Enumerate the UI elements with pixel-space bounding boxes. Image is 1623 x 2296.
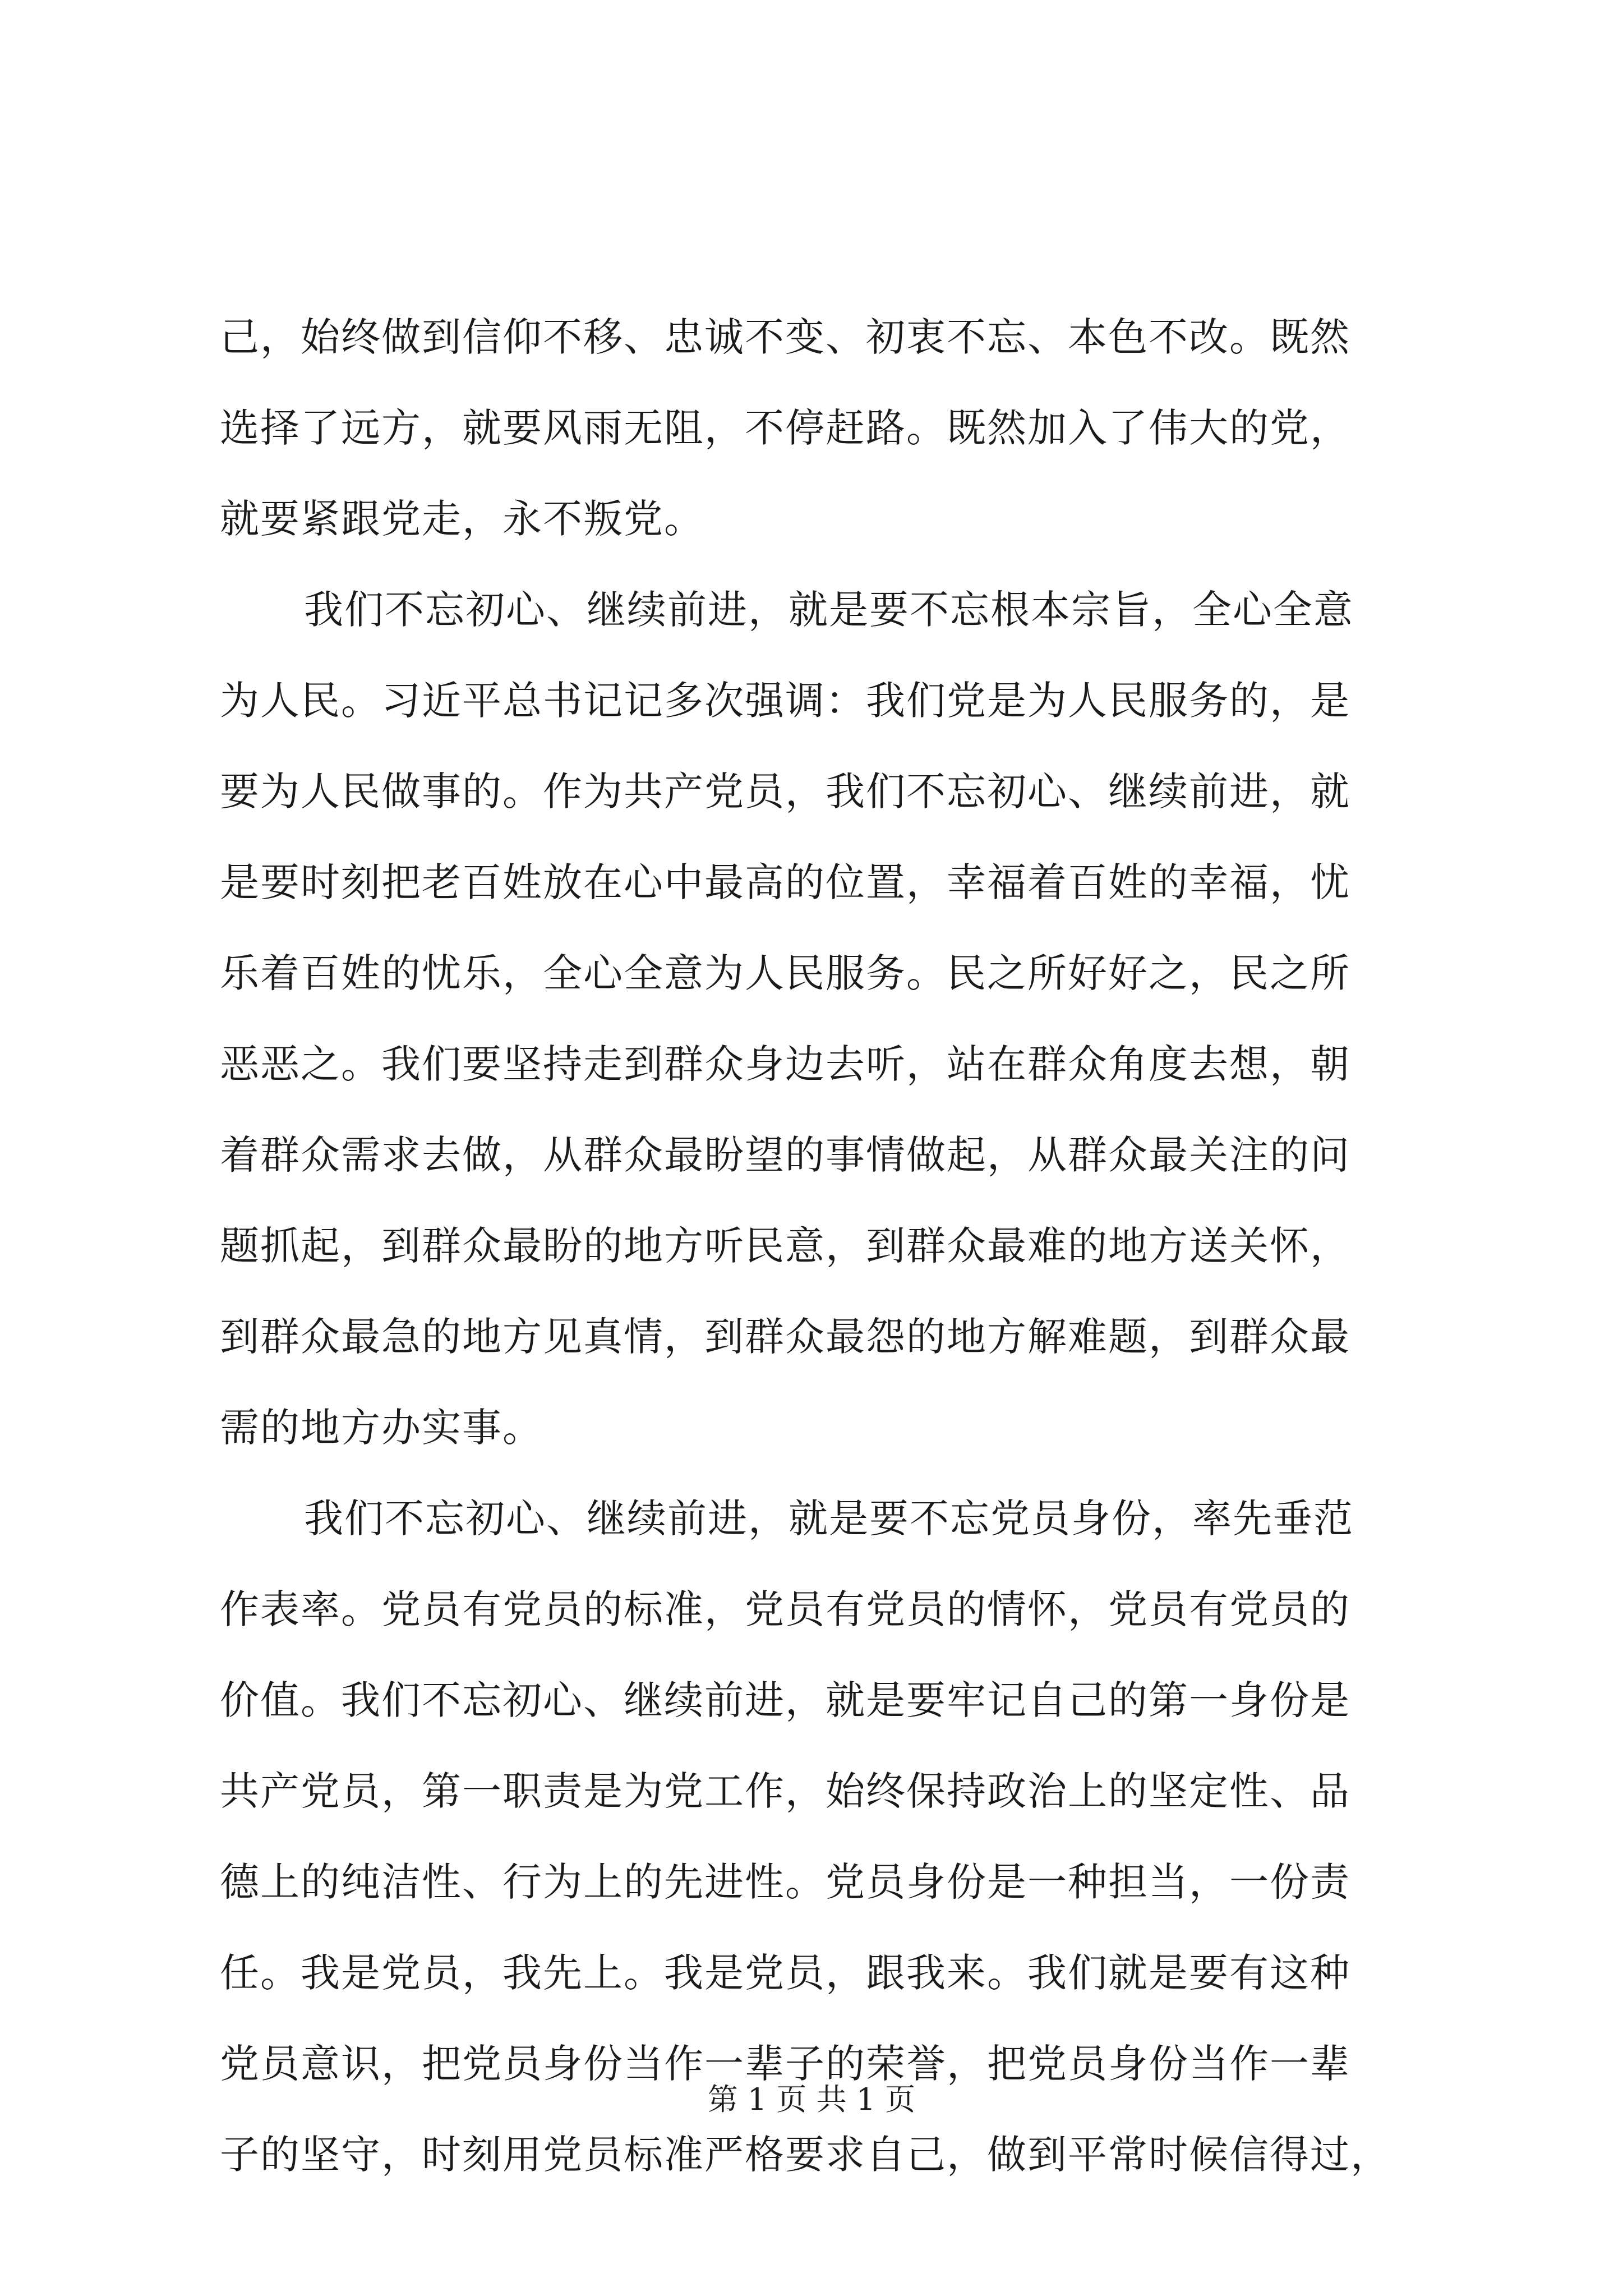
- text-line: 党员意识，把党员身份当作一辈子的荣誉，把党员身份当作一辈: [220, 2041, 1350, 2087]
- text-line: 恶恶之。我们要坚持走到群众身边去听，站在群众角度去想，朝: [220, 1041, 1350, 1087]
- body-text: [220, 292, 1431, 2200]
- text-line: 价值。我们不忘初心、继续前进，就是要牢记自己的第一身份是: [220, 1677, 1350, 1723]
- text-line: 作表率。党员有党员的标准，党员有党员的情怀，党员有党员的: [220, 1586, 1350, 1632]
- text-line: 到群众最急的地方见真情，到群众最怨的地方解难题，到群众最: [220, 1314, 1350, 1360]
- text-line: 乐着百姓的忧乐，全心全意为人民服务。民之所好好之，民之所: [220, 950, 1350, 996]
- text-line: 为人民。习近平总书记记多次强调：我们党是为人民服务的，是: [220, 678, 1350, 724]
- paragraph-start-line: 我们不忘初心、继续前进，就是要不忘党员身份，率先垂范: [304, 1496, 1354, 1542]
- text-line: 题抓起，到群众最盼的地方听民意，到群众最难的地方送关怀，: [220, 1223, 1350, 1269]
- page-number-footer: 第 1 页 共 1 页: [707, 2082, 916, 2117]
- text-line: 是要时刻把老百姓放在心中最高的位置，幸福着百姓的幸福，忧: [220, 859, 1350, 905]
- text-line: 要为人民做事的。作为共产党员，我们不忘初心、继续前进，就: [220, 769, 1350, 815]
- text-line: 就要紧跟党走，永不叛党。: [220, 496, 704, 542]
- text-line: 选择了远方，就要风雨无阻，不停赶路。既然加入了伟大的党，: [220, 405, 1350, 451]
- text-line: 着群众需求去做，从群众最盼望的事情做起，从群众最关注的问: [220, 1132, 1350, 1178]
- text-line: 需的地方办实事。: [220, 1405, 543, 1451]
- text-line: 子的坚守，时刻用党员标准严格要求自己，做到平常时候信得过，: [220, 2132, 1391, 2178]
- text-line: 共产党员，第一职责是为党工作，始终保持政治上的坚定性、品: [220, 1768, 1350, 1814]
- text-line: 德上的纯洁性、行为上的先进性。党员身份是一种担当，一份责: [220, 1859, 1350, 1905]
- paragraph-start-line: 我们不忘初心、继续前进，就是要不忘根本宗旨，全心全意: [304, 587, 1354, 633]
- text-line: 己，始终做到信仰不移、忠诚不变、初衷不忘、本色不改。既然: [220, 314, 1350, 360]
- text-line: 任。我是党员，我先上。我是党员，跟我来。我们就是要有这种: [220, 1950, 1350, 1996]
